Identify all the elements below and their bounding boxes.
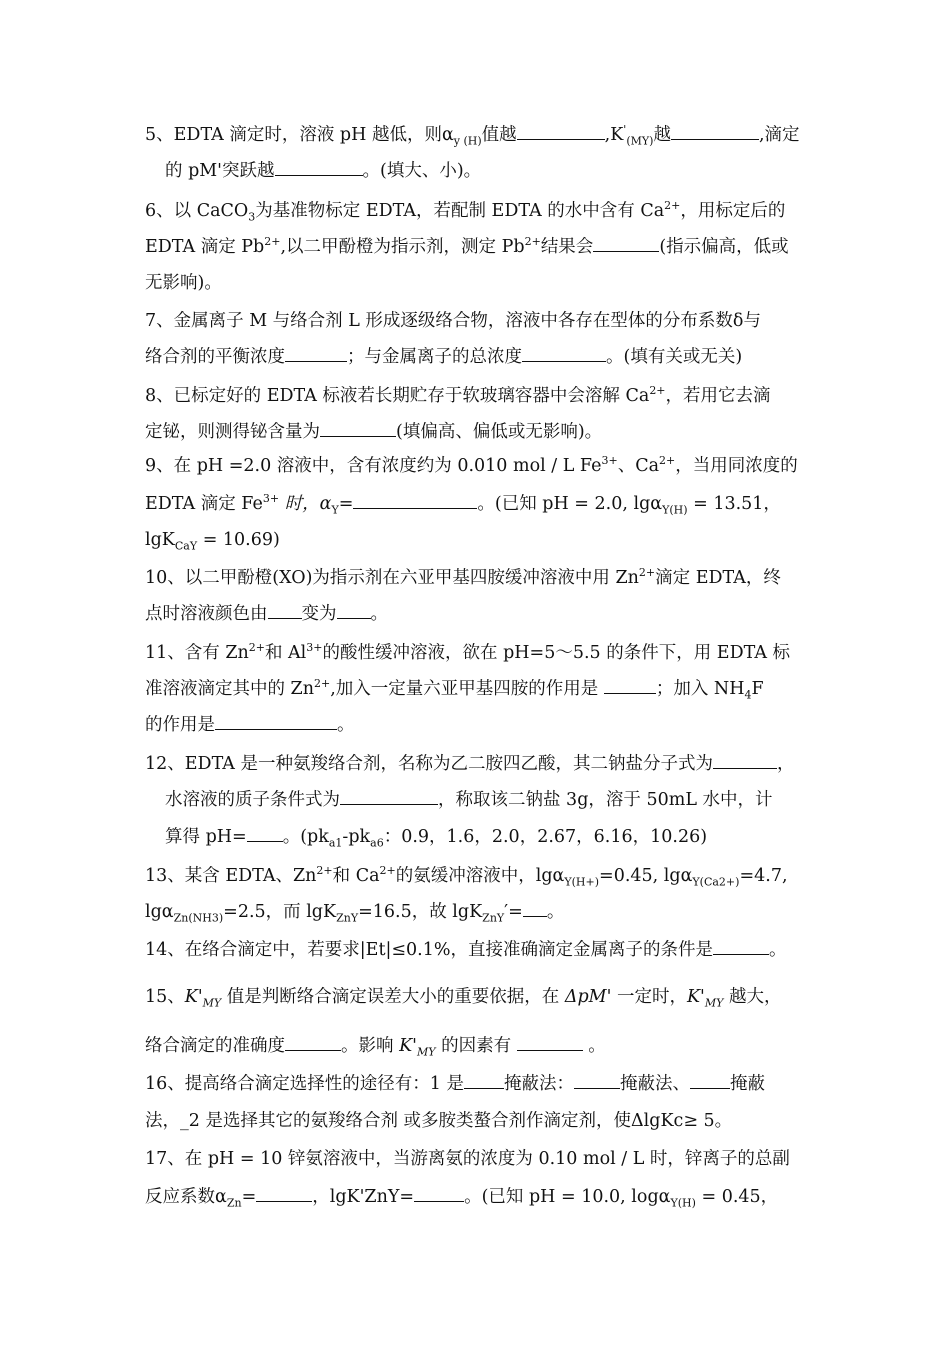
question-8-line-1: 8、已标定好的 EDTA 标液若长期贮存于软玻璃容器中会溶解 $Ca^{2+}$，若用它去滴 [145, 384, 771, 406]
question-17-line-1: 17、在 pH = 10 锌氨溶液中，当游离氨的浓度为 0.10 mol / L 时，锌离子的总副 [145, 1149, 790, 1169]
answer-blank[interactable] [604, 678, 656, 694]
answer-blank[interactable] [522, 346, 606, 362]
question-11-line-1: 11、含有 $Zn^{2+}$和 $Al^{3+}$的酸性缓冲溶液，欲在 pH=5～5.5 的条件下，用 EDTA 标 [145, 641, 791, 663]
question-5-line-2: 的 pM'突跃越 。(填大、小)。 [165, 161, 482, 181]
question-13-line-2: lgα$_{Zn(NH3)}$=2.5，而 lgK$_{ZnY}$=16.5，故 lgK$_{ZnY}$′= 。 [145, 902, 565, 925]
answer-blank[interactable] [464, 1073, 504, 1089]
question-6-line-1: 6、以 CaCO$_3$为基准物标定 EDTA，若配制 EDTA 的水中含有 $Ca^{2+}$，用标定后的 [145, 199, 786, 224]
answer-blank[interactable] [574, 1073, 620, 1089]
answer-blank[interactable] [353, 493, 477, 509]
question-16-line-2: 法，_2 是选择其它的氨羧络合剂 或多胺类螯合剂作滴定剂，使ΔlgKc≥ 5。 [145, 1111, 733, 1131]
question-15-line-2: 络合滴定的准确度 。影响 $K'_{MY}$ 的因素有 。 [145, 1036, 606, 1059]
answer-blank[interactable] [215, 714, 337, 730]
question-10-line-2: 点时溶液颜色由 变为 。 [145, 604, 388, 624]
question-6-line-2: EDTA 滴定 $Pb^{2+}$,以二甲酚橙为指示剂，测定 $Pb^{2+}$结果会 (指示偏高，低或 [145, 235, 789, 257]
question-7-line-1: 7、金属离子 M 与络合剂 L 形成逐级络合物，溶液中各存在型体的分布系数δ与 [145, 311, 761, 331]
answer-blank[interactable] [713, 939, 769, 955]
answer-blank[interactable] [690, 1073, 730, 1089]
answer-blank[interactable] [285, 346, 347, 362]
answer-blank[interactable] [256, 1186, 312, 1202]
answer-blank[interactable] [268, 603, 302, 619]
answer-blank[interactable] [713, 753, 777, 769]
question-12-line-1: 12、EDTA 是一种氨羧络合剂，名称为乙二胺四乙酸，其二钠盐分子式为 ， [145, 754, 795, 774]
question-9-line-2: EDTA 滴定 $Fe^{3+}$ 时，$\alpha_Y=$ 。(已知 pH = 2.0, lgα$_{Y(H)}$ = 13.51， [145, 492, 781, 517]
answer-blank[interactable] [340, 789, 438, 805]
question-13-line-1: 13、某含 EDTA、$Zn^{2+}$和 $Ca^{2+}$的氨缓冲溶液中，lgα$_{Y(H+)}$=0.45, lgα$_{Y(Ca2+)}$=4.7, [145, 864, 788, 889]
answer-blank[interactable] [517, 1035, 583, 1051]
question-9-line-1: 9、在 pH =2.0 溶液中，含有浓度约为 0.010 mol / L $Fe^{3+}$、$Ca^{2+}$，当用同浓度的 [145, 454, 798, 476]
question-10-line-1: 10、以二甲酚橙(XO)为指示剂在六亚甲基四胺缓冲溶液中用 $Zn^{2+}$滴定 EDTA，终 [145, 566, 781, 588]
answer-blank[interactable] [285, 1035, 341, 1051]
question-5-line-1: 5、EDTA 滴定时，溶液 pH 越低，则$\alpha_{y (H)}$值越 $,K'_{(MY)}$越 ,滴定 [145, 123, 800, 148]
question-9-line-3: lgK$_{CaY}$ = 10.69) [145, 530, 280, 553]
question-6-line-3: 无影响)。 [145, 273, 222, 293]
question-7-line-2: 络合剂的平衡浓度 ；与金属离子的总浓度 。(填有关或无关) [145, 347, 743, 367]
question-12-line-3: 算得 pH= 。($pk_{a1}-pk_{a6}$：0.9，1.6，2.0，2.67，6.16，10.26) [165, 827, 708, 850]
question-15-line-1: 15、$K'_{MY}$ 值是判断络合滴定误差大小的重要依据，在 ΔpM' 一定时，$K'_{MY}$ 越大， [145, 987, 782, 1010]
answer-blank[interactable] [517, 124, 605, 140]
question-12-line-2: 水溶液的质子条件式为 ，称取该二钠盐 3g，溶于 50mL 水中，计 [165, 790, 773, 810]
answer-blank[interactable] [593, 236, 659, 252]
question-16-line-1: 16、提高络合滴定选择性的途径有：1 是 掩蔽法： 掩蔽法、 掩蔽 [145, 1074, 765, 1094]
question-11-line-2: 准溶液滴定其中的 $Zn^{2+}$,加入一定量六亚甲基四胺的作用是 ；加入 $NH_4F$ [145, 677, 764, 702]
answer-blank[interactable] [247, 826, 283, 842]
question-14-line-1: 14、在络合滴定中，若要求|Et|≤0.1%，直接准确滴定金属离子的条件是 。 [145, 940, 787, 960]
answer-blank[interactable] [275, 160, 363, 176]
answer-blank[interactable] [671, 124, 759, 140]
answer-blank[interactable] [414, 1186, 464, 1202]
question-11-line-3: 的作用是 。 [145, 715, 355, 735]
question-17-line-2: 反应系数$\alpha_{Zn}=$ ，lgK'ZnY= 。(已知 pH = 10.0, logα$_{Y(H)}$ = 0.45， [145, 1187, 779, 1210]
answer-blank[interactable] [320, 421, 396, 437]
question-8-line-2: 定铋，则测得铋含量为 (填偏高、偏低或无影响)。 [145, 422, 603, 442]
answer-blank[interactable] [523, 901, 547, 917]
answer-blank[interactable] [337, 603, 371, 619]
